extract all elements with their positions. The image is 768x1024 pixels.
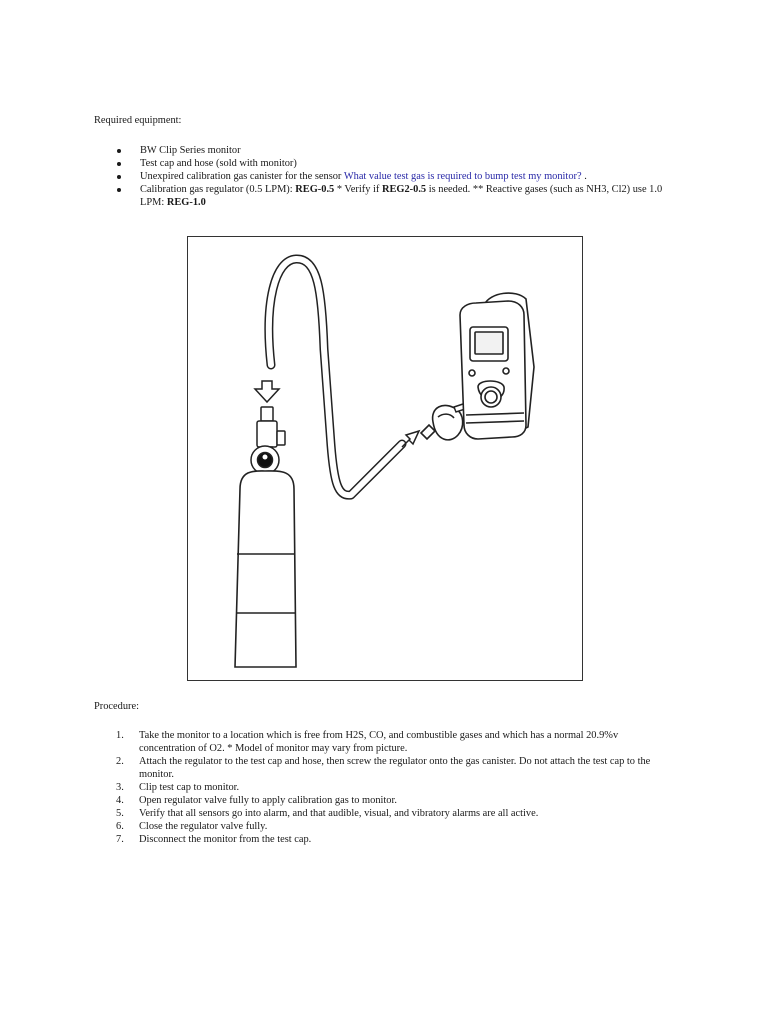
list-item	[116, 807, 676, 820]
step-number: 6.	[116, 821, 124, 832]
regulator	[251, 407, 285, 474]
list-item	[116, 781, 676, 794]
illustration-svg	[188, 237, 582, 680]
step-number: 1.	[116, 730, 124, 741]
step-text: Clip test cap to monitor.	[139, 782, 240, 793]
item-text: .	[581, 171, 587, 182]
list-item	[116, 157, 676, 170]
step-text: Close the regulator valve fully.	[139, 821, 268, 832]
part-number: REG-1.0	[166, 197, 206, 208]
required-equipment-heading: Required equipment:	[94, 115, 182, 126]
item-text: Test cap and hose (sold with monitor)	[140, 158, 297, 169]
item-text: Unexpired calibration gas canister for the sensor	[140, 171, 344, 182]
item-text: BW Clip Series monitor	[140, 145, 241, 156]
list-item	[116, 833, 676, 846]
right-arrow-icon	[402, 431, 419, 447]
list-item	[116, 183, 676, 209]
list-item	[116, 820, 676, 833]
down-arrow-icon	[255, 381, 279, 402]
step-text: Verify that all sensors go into alarm, and that audible, visual, and vibratory alarms are all active.	[139, 808, 539, 819]
item-text: is needed. ** Reactive gases (such as NH3, Cl2) use 1.0 LPM:	[140, 184, 663, 208]
step-text: Open regulator valve fully to apply calibration gas to monitor.	[139, 795, 397, 806]
list-item	[116, 755, 676, 781]
setup-illustration	[187, 236, 583, 681]
part-number: REG2-0.5	[381, 184, 427, 195]
step-number: 5.	[116, 808, 124, 819]
gas-monitor	[460, 293, 534, 439]
step-number: 4.	[116, 795, 124, 806]
list-item	[116, 170, 676, 183]
list-item	[116, 144, 676, 157]
list-item	[116, 794, 676, 807]
step-number: 2.	[116, 756, 124, 767]
hose	[269, 259, 402, 495]
test-gas-link[interactable]: What value test gas is required to bump test my monitor?	[343, 171, 582, 182]
step-number: 7.	[116, 834, 124, 845]
step-number: 3.	[116, 782, 124, 793]
gas-cylinder	[235, 471, 296, 667]
step-text: Disconnect the monitor from the test cap.	[139, 834, 312, 845]
equipment-list	[116, 144, 676, 209]
procedure-heading: Procedure:	[94, 701, 140, 712]
step-text: Attach the regulator to the test cap and hose, then screw the regulator onto the gas canister. Do not attach the test cap to the monitor.	[139, 756, 651, 780]
list-item	[116, 729, 676, 755]
step-text: Take the monitor to a location which is free from H2S, CO, and combustible gases and which has a normal 20.9%v concentration of O2. * Model of monitor may vary from picture.	[139, 730, 619, 754]
item-text: Calibration gas regulator (0.5 LPM):	[140, 184, 296, 195]
part-number: REG-0.5	[295, 184, 335, 195]
item-text: * Verify if	[334, 184, 382, 195]
procedure-steps	[116, 729, 676, 846]
